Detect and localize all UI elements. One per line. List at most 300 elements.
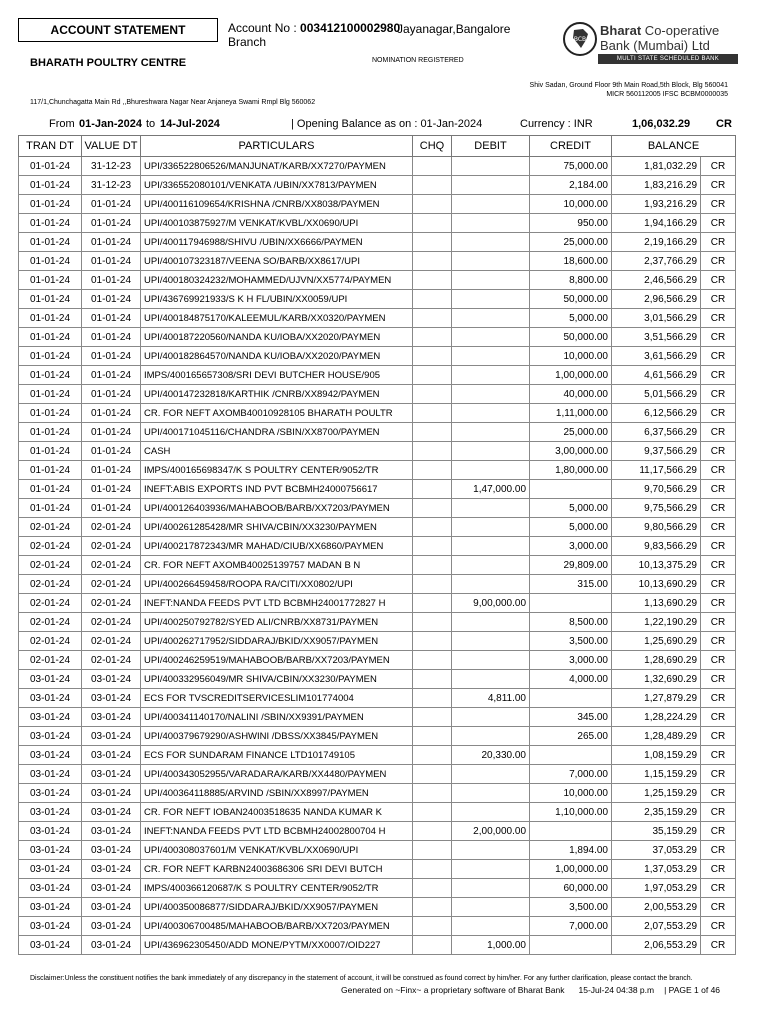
branch-word: Branch (228, 35, 267, 49)
credit-amount: 1,80,000.00 (530, 461, 612, 480)
tran-date: 02-01-24 (19, 613, 82, 632)
value-date: 02-01-24 (82, 537, 141, 556)
balance-type: CR (701, 347, 736, 366)
value-date: 31-12-23 (82, 176, 141, 195)
value-date: 03-01-24 (82, 803, 141, 822)
balance-type: CR (701, 746, 736, 765)
opening-balance-amount: 1,06,032.29 (632, 118, 691, 130)
value-date: 03-01-24 (82, 917, 141, 936)
bank-address: Shiv Sadan, Ground Floor 9th Main Road,5th Block, Blg 560041 (529, 82, 728, 89)
to-date: 14-Jul-2024 (160, 118, 220, 130)
opening-balance-type: CR (716, 118, 732, 130)
debit-amount (452, 385, 530, 404)
particulars: CR. FOR NEFT KARBN24003686306 SRI DEVI BUTCH (141, 860, 413, 879)
credit-amount: 4,000.00 (530, 670, 612, 689)
debit-amount (452, 423, 530, 442)
generated-footer (341, 985, 720, 995)
balance-type: CR (701, 271, 736, 290)
credit-amount (530, 480, 612, 499)
debit-amount (452, 328, 530, 347)
from-date: 01-Jan-2024 (79, 118, 142, 130)
bank-name-line1: Bharat Co-operative (600, 23, 720, 38)
balance-amount: 2,19,166.29 (612, 233, 701, 252)
tran-date: 03-01-24 (19, 860, 82, 879)
balance-amount: 1,97,053.29 (612, 879, 701, 898)
cheque-no (413, 195, 452, 214)
cheque-no (413, 898, 452, 917)
debit-amount (452, 366, 530, 385)
particulars: CR. FOR NEFT AXOMB40025139757 MADAN B N (141, 556, 413, 575)
particulars: UPI/400116109654/KRISHNA /CNRB/XX8038/PAYMEN (141, 195, 413, 214)
bank-name-line2: Bank (Mumbai) Ltd (600, 38, 710, 53)
table-row (19, 385, 736, 404)
balance-type: CR (701, 613, 736, 632)
balance-amount: 10,13,690.29 (612, 575, 701, 594)
particulars: IMPS/400165698347/K S POULTRY CENTER/9052/TR (141, 461, 413, 480)
value-date: 01-01-24 (82, 252, 141, 271)
value-date: 03-01-24 (82, 936, 141, 955)
credit-amount: 29,809.00 (530, 556, 612, 575)
branch-name: Jayanagar,Bangalore (397, 22, 511, 36)
tran-date: 03-01-24 (19, 879, 82, 898)
table-row (19, 499, 736, 518)
value-date: 01-01-24 (82, 271, 141, 290)
debit-amount (452, 195, 530, 214)
value-date: 31-12-23 (82, 157, 141, 176)
value-date: 03-01-24 (82, 879, 141, 898)
debit-amount (452, 537, 530, 556)
tran-date: 01-01-24 (19, 195, 82, 214)
table-row (19, 727, 736, 746)
cheque-no (413, 290, 452, 309)
particulars: IMPS/400165657308/SRI DEVI BUTCHER HOUSE/905 (141, 366, 413, 385)
tran-date: 03-01-24 (19, 898, 82, 917)
value-date: 01-01-24 (82, 480, 141, 499)
table-row (19, 651, 736, 670)
particulars: INEFT:NANDA FEEDS PVT LTD BCBMH24001772827 H (141, 594, 413, 613)
balance-type: CR (701, 461, 736, 480)
balance-type: CR (701, 822, 736, 841)
table-row (19, 195, 736, 214)
cheque-no (413, 727, 452, 746)
credit-amount: 5,000.00 (530, 518, 612, 537)
tran-date: 02-01-24 (19, 518, 82, 537)
cheque-no (413, 841, 452, 860)
balance-amount: 5,01,566.29 (612, 385, 701, 404)
value-date: 01-01-24 (82, 347, 141, 366)
balance-amount: 2,00,553.29 (612, 898, 701, 917)
balance-amount: 9,83,566.29 (612, 537, 701, 556)
balance-amount: 11,17,566.29 (612, 461, 701, 480)
bank-micr-ifsc: MICR 560112005 IFSC BCBM0000035 (606, 91, 728, 98)
debit-amount (452, 461, 530, 480)
balance-amount: 9,37,566.29 (612, 442, 701, 461)
balance-type: CR (701, 157, 736, 176)
credit-amount: 2,184.00 (530, 176, 612, 195)
particulars: UPI/400184875170/KALEEMUL/KARB/XX0320/PAYMEN (141, 309, 413, 328)
cheque-no (413, 575, 452, 594)
debit-amount (452, 898, 530, 917)
balance-amount: 10,13,375.29 (612, 556, 701, 575)
cheque-no (413, 423, 452, 442)
tran-date: 02-01-24 (19, 537, 82, 556)
value-date: 01-01-24 (82, 328, 141, 347)
cheque-no (413, 556, 452, 575)
particulars: UPI/400126403936/MAHABOOB/BARB/XX7203/PAYMEN (141, 499, 413, 518)
balance-type: CR (701, 860, 736, 879)
debit-amount (452, 233, 530, 252)
table-row (19, 746, 736, 765)
value-date: 03-01-24 (82, 765, 141, 784)
tran-date: 03-01-24 (19, 689, 82, 708)
table-row (19, 157, 736, 176)
statement-period (18, 117, 748, 133)
balance-type: CR (701, 556, 736, 575)
balance-amount: 1,81,032.29 (612, 157, 701, 176)
statement-title: ACCOUNT STATEMENT (18, 18, 218, 42)
table-row (19, 879, 736, 898)
credit-amount: 10,000.00 (530, 347, 612, 366)
value-date: 02-01-24 (82, 556, 141, 575)
value-date: 03-01-24 (82, 746, 141, 765)
nomination-status: NOMINATION REGISTERED (372, 57, 464, 64)
table-row (19, 841, 736, 860)
credit-amount: 5,000.00 (530, 499, 612, 518)
particulars: UPI/436962305450/ADD MONE/PYTM/XX0007/OID227 (141, 936, 413, 955)
account-number (228, 22, 400, 35)
table-row (19, 784, 736, 803)
table-row (19, 347, 736, 366)
cheque-no (413, 404, 452, 423)
value-date: 03-01-24 (82, 860, 141, 879)
transactions-body (19, 157, 736, 955)
balance-amount: 1,25,159.29 (612, 784, 701, 803)
credit-amount: 50,000.00 (530, 328, 612, 347)
debit-amount: 4,811.00 (452, 689, 530, 708)
cheque-no (413, 347, 452, 366)
debit-amount (452, 784, 530, 803)
tran-date: 01-01-24 (19, 157, 82, 176)
value-date: 02-01-24 (82, 632, 141, 651)
table-row (19, 442, 736, 461)
tran-date: 01-01-24 (19, 290, 82, 309)
balance-type: CR (701, 499, 736, 518)
value-date: 01-01-24 (82, 233, 141, 252)
credit-amount: 10,000.00 (530, 784, 612, 803)
particulars: UPI/336522806526/MANJUNAT/KARB/XX7270/PAYMEN (141, 157, 413, 176)
balance-amount: 4,61,566.29 (612, 366, 701, 385)
value-date: 01-01-24 (82, 404, 141, 423)
cheque-no (413, 252, 452, 271)
value-date: 03-01-24 (82, 708, 141, 727)
to-label: to (146, 118, 156, 130)
table-row (19, 632, 736, 651)
tran-date: 01-01-24 (19, 252, 82, 271)
particulars: UPI/400187220560/NANDA KU/IOBA/XX2020/PAYMEN (141, 328, 413, 347)
particulars: UPI/400250792782/SYED ALI/CNRB/XX8731/PAYMEN (141, 613, 413, 632)
tran-date: 02-01-24 (19, 594, 82, 613)
balance-type: CR (701, 841, 736, 860)
particulars: CASH (141, 442, 413, 461)
cheque-no (413, 708, 452, 727)
particulars: UPI/400364118885/ARVIND /SBIN/XX8997/PAYMEN (141, 784, 413, 803)
table-row (19, 860, 736, 879)
transactions-table (18, 135, 736, 955)
balance-amount: 3,61,566.29 (612, 347, 701, 366)
tran-date: 03-01-24 (19, 708, 82, 727)
col-debit: DEBIT (452, 136, 530, 157)
particulars: UPI/400308037601/M VENKAT/KVBL/XX0690/UPI (141, 841, 413, 860)
credit-amount: 60,000.00 (530, 879, 612, 898)
balance-amount: 1,22,190.29 (612, 613, 701, 632)
opening-balance-label: | Opening Balance as on : 01-Jan-2024 (291, 118, 483, 130)
debit-amount (452, 879, 530, 898)
cheque-no (413, 157, 452, 176)
particulars: UPI/400180324232/MOHAMMED/UJVN/XX5774/PAYMEN (141, 271, 413, 290)
debit-amount (452, 917, 530, 936)
value-date: 01-01-24 (82, 366, 141, 385)
table-row (19, 613, 736, 632)
value-date: 01-01-24 (82, 499, 141, 518)
tran-date: 02-01-24 (19, 556, 82, 575)
tran-date: 03-01-24 (19, 822, 82, 841)
credit-amount: 25,000.00 (530, 423, 612, 442)
value-date: 01-01-24 (82, 290, 141, 309)
balance-amount: 1,13,690.29 (612, 594, 701, 613)
cheque-no (413, 936, 452, 955)
tran-date: 01-01-24 (19, 423, 82, 442)
value-date: 03-01-24 (82, 784, 141, 803)
table-row (19, 271, 736, 290)
cheque-no (413, 689, 452, 708)
cheque-no (413, 461, 452, 480)
tran-date: 03-01-24 (19, 841, 82, 860)
tran-date: 01-01-24 (19, 328, 82, 347)
table-row (19, 233, 736, 252)
balance-type: CR (701, 765, 736, 784)
col-chq: CHQ (413, 136, 452, 157)
credit-amount (530, 936, 612, 955)
cheque-no (413, 746, 452, 765)
tran-date: 03-01-24 (19, 917, 82, 936)
balance-amount: 1,93,216.29 (612, 195, 701, 214)
debit-amount (452, 803, 530, 822)
particulars: UPI/400147232818/KARTHIK /CNRB/XX8942/PAYMEN (141, 385, 413, 404)
debit-amount (452, 290, 530, 309)
debit-amount (452, 309, 530, 328)
table-header-row (19, 136, 736, 157)
table-row (19, 518, 736, 537)
debit-amount (452, 860, 530, 879)
cheque-no (413, 385, 452, 404)
cheque-no (413, 537, 452, 556)
balance-type: CR (701, 366, 736, 385)
particulars: INEFT:ABIS EXPORTS IND PVT BCBMH24000756617 (141, 480, 413, 499)
balance-type: CR (701, 917, 736, 936)
debit-amount (452, 575, 530, 594)
cheque-no (413, 670, 452, 689)
table-row (19, 461, 736, 480)
balance-type: CR (701, 404, 736, 423)
value-date: 03-01-24 (82, 898, 141, 917)
debit-amount (452, 214, 530, 233)
balance-type: CR (701, 670, 736, 689)
balance-amount: 6,37,566.29 (612, 423, 701, 442)
value-date: 02-01-24 (82, 651, 141, 670)
balance-type: CR (701, 689, 736, 708)
cheque-no (413, 860, 452, 879)
debit-amount (452, 176, 530, 195)
credit-amount (530, 594, 612, 613)
particulars: ECS FOR SUNDARAM FINANCE LTD101749105 (141, 746, 413, 765)
cheque-no (413, 765, 452, 784)
tran-date: 02-01-24 (19, 632, 82, 651)
value-date: 01-01-24 (82, 195, 141, 214)
value-date: 03-01-24 (82, 689, 141, 708)
table-row (19, 537, 736, 556)
tran-date: 03-01-24 (19, 803, 82, 822)
tran-date: 01-01-24 (19, 499, 82, 518)
balance-amount: 9,80,566.29 (612, 518, 701, 537)
tran-date: 03-01-24 (19, 784, 82, 803)
particulars: CR. FOR NEFT AXOMB40010928105 BHARATH POULTR (141, 404, 413, 423)
value-date: 01-01-24 (82, 309, 141, 328)
particulars: UPI/400217872343/MR MAHAD/CIUB/XX6860/PAYMEN (141, 537, 413, 556)
balance-type: CR (701, 936, 736, 955)
value-date: 02-01-24 (82, 613, 141, 632)
bank-tagline: MULTI STATE SCHEDULED BANK (598, 54, 738, 64)
balance-type: CR (701, 252, 736, 271)
table-row (19, 214, 736, 233)
table-row (19, 480, 736, 499)
balance-type: CR (701, 328, 736, 347)
col-value-dt: VALUE DT (82, 136, 141, 157)
balance-amount: 2,07,553.29 (612, 917, 701, 936)
tran-date: 01-01-24 (19, 442, 82, 461)
debit-amount: 9,00,000.00 (452, 594, 530, 613)
debit-amount (452, 442, 530, 461)
tran-date: 03-01-24 (19, 765, 82, 784)
credit-amount: 1,894.00 (530, 841, 612, 860)
debit-amount (452, 727, 530, 746)
balance-amount: 2,06,553.29 (612, 936, 701, 955)
debit-amount (452, 841, 530, 860)
value-date: 01-01-24 (82, 461, 141, 480)
cheque-no (413, 879, 452, 898)
cheque-no (413, 233, 452, 252)
value-date: 01-01-24 (82, 442, 141, 461)
balance-type: CR (701, 290, 736, 309)
particulars: UPI/400103875927/M VENKAT/KVBL/XX0690/UPI (141, 214, 413, 233)
balance-type: CR (701, 537, 736, 556)
particulars: UPI/400262717952/SIDDARAJ/BKID/XX9057/PAYMEN (141, 632, 413, 651)
credit-amount (530, 822, 612, 841)
credit-amount: 1,11,000.00 (530, 404, 612, 423)
credit-amount: 1,10,000.00 (530, 803, 612, 822)
credit-amount: 25,000.00 (530, 233, 612, 252)
balance-amount: 1,27,879.29 (612, 689, 701, 708)
cheque-no (413, 784, 452, 803)
credit-amount: 5,000.00 (530, 309, 612, 328)
credit-amount: 265.00 (530, 727, 612, 746)
value-date: 02-01-24 (82, 594, 141, 613)
debit-amount (452, 632, 530, 651)
credit-amount: 18,600.00 (530, 252, 612, 271)
svg-text:BCB: BCB (573, 36, 587, 43)
debit-amount (452, 347, 530, 366)
tran-date: 01-01-24 (19, 385, 82, 404)
debit-amount (452, 499, 530, 518)
credit-amount: 3,00,000.00 (530, 442, 612, 461)
balance-type: CR (701, 176, 736, 195)
balance-type: CR (701, 651, 736, 670)
tran-date: 01-01-24 (19, 271, 82, 290)
tran-date: 02-01-24 (19, 651, 82, 670)
tran-date: 01-01-24 (19, 309, 82, 328)
tran-date: 02-01-24 (19, 575, 82, 594)
credit-amount: 7,000.00 (530, 765, 612, 784)
balance-type: CR (701, 423, 736, 442)
debit-amount (452, 708, 530, 727)
tran-date: 01-01-24 (19, 214, 82, 233)
col-balance: BALANCE (612, 136, 736, 157)
table-row (19, 404, 736, 423)
page-number: | PAGE 1 of 46 (664, 985, 721, 995)
particulars: UPI/400246259519/MAHABOOB/BARB/XX7203/PAYMEN (141, 651, 413, 670)
tran-date: 03-01-24 (19, 746, 82, 765)
debit-amount (452, 556, 530, 575)
balance-type: CR (701, 385, 736, 404)
cheque-no (413, 309, 452, 328)
balance-amount: 9,75,566.29 (612, 499, 701, 518)
table-row (19, 423, 736, 442)
balance-amount: 2,46,566.29 (612, 271, 701, 290)
table-row (19, 670, 736, 689)
balance-type: CR (701, 727, 736, 746)
cheque-no (413, 518, 452, 537)
col-tran-dt: TRAN DT (19, 136, 82, 157)
balance-type: CR (701, 594, 736, 613)
balance-amount: 3,51,566.29 (612, 328, 701, 347)
balance-amount: 1,08,159.29 (612, 746, 701, 765)
debit-amount (452, 670, 530, 689)
credit-amount: 345.00 (530, 708, 612, 727)
particulars: UPI/400107323187/VEENA SO/BARB/XX8617/UPI (141, 252, 413, 271)
balance-amount: 1,37,053.29 (612, 860, 701, 879)
particulars: CR. FOR NEFT IOBAN24003518635 NANDA KUMAR K (141, 803, 413, 822)
tran-date: 03-01-24 (19, 936, 82, 955)
tran-date: 01-01-24 (19, 347, 82, 366)
cheque-no (413, 613, 452, 632)
table-row (19, 290, 736, 309)
credit-amount: 50,000.00 (530, 290, 612, 309)
credit-amount (530, 746, 612, 765)
cheque-no (413, 822, 452, 841)
credit-amount: 75,000.00 (530, 157, 612, 176)
balance-amount: 3,01,566.29 (612, 309, 701, 328)
particulars: UPI/400306700485/MAHABOOB/BARB/XX7203/PAYMEN (141, 917, 413, 936)
credit-amount: 3,500.00 (530, 632, 612, 651)
credit-amount: 10,000.00 (530, 195, 612, 214)
balance-amount: 1,83,216.29 (612, 176, 701, 195)
balance-type: CR (701, 803, 736, 822)
particulars: UPI/400261285428/MR SHIVA/CBIN/XX3230/PAYMEN (141, 518, 413, 537)
debit-amount (452, 271, 530, 290)
debit-amount (452, 765, 530, 784)
balance-amount: 1,15,159.29 (612, 765, 701, 784)
particulars: UPI/400117946988/SHIVU /UBIN/XX6666/PAYMEN (141, 233, 413, 252)
tran-date: 01-01-24 (19, 366, 82, 385)
